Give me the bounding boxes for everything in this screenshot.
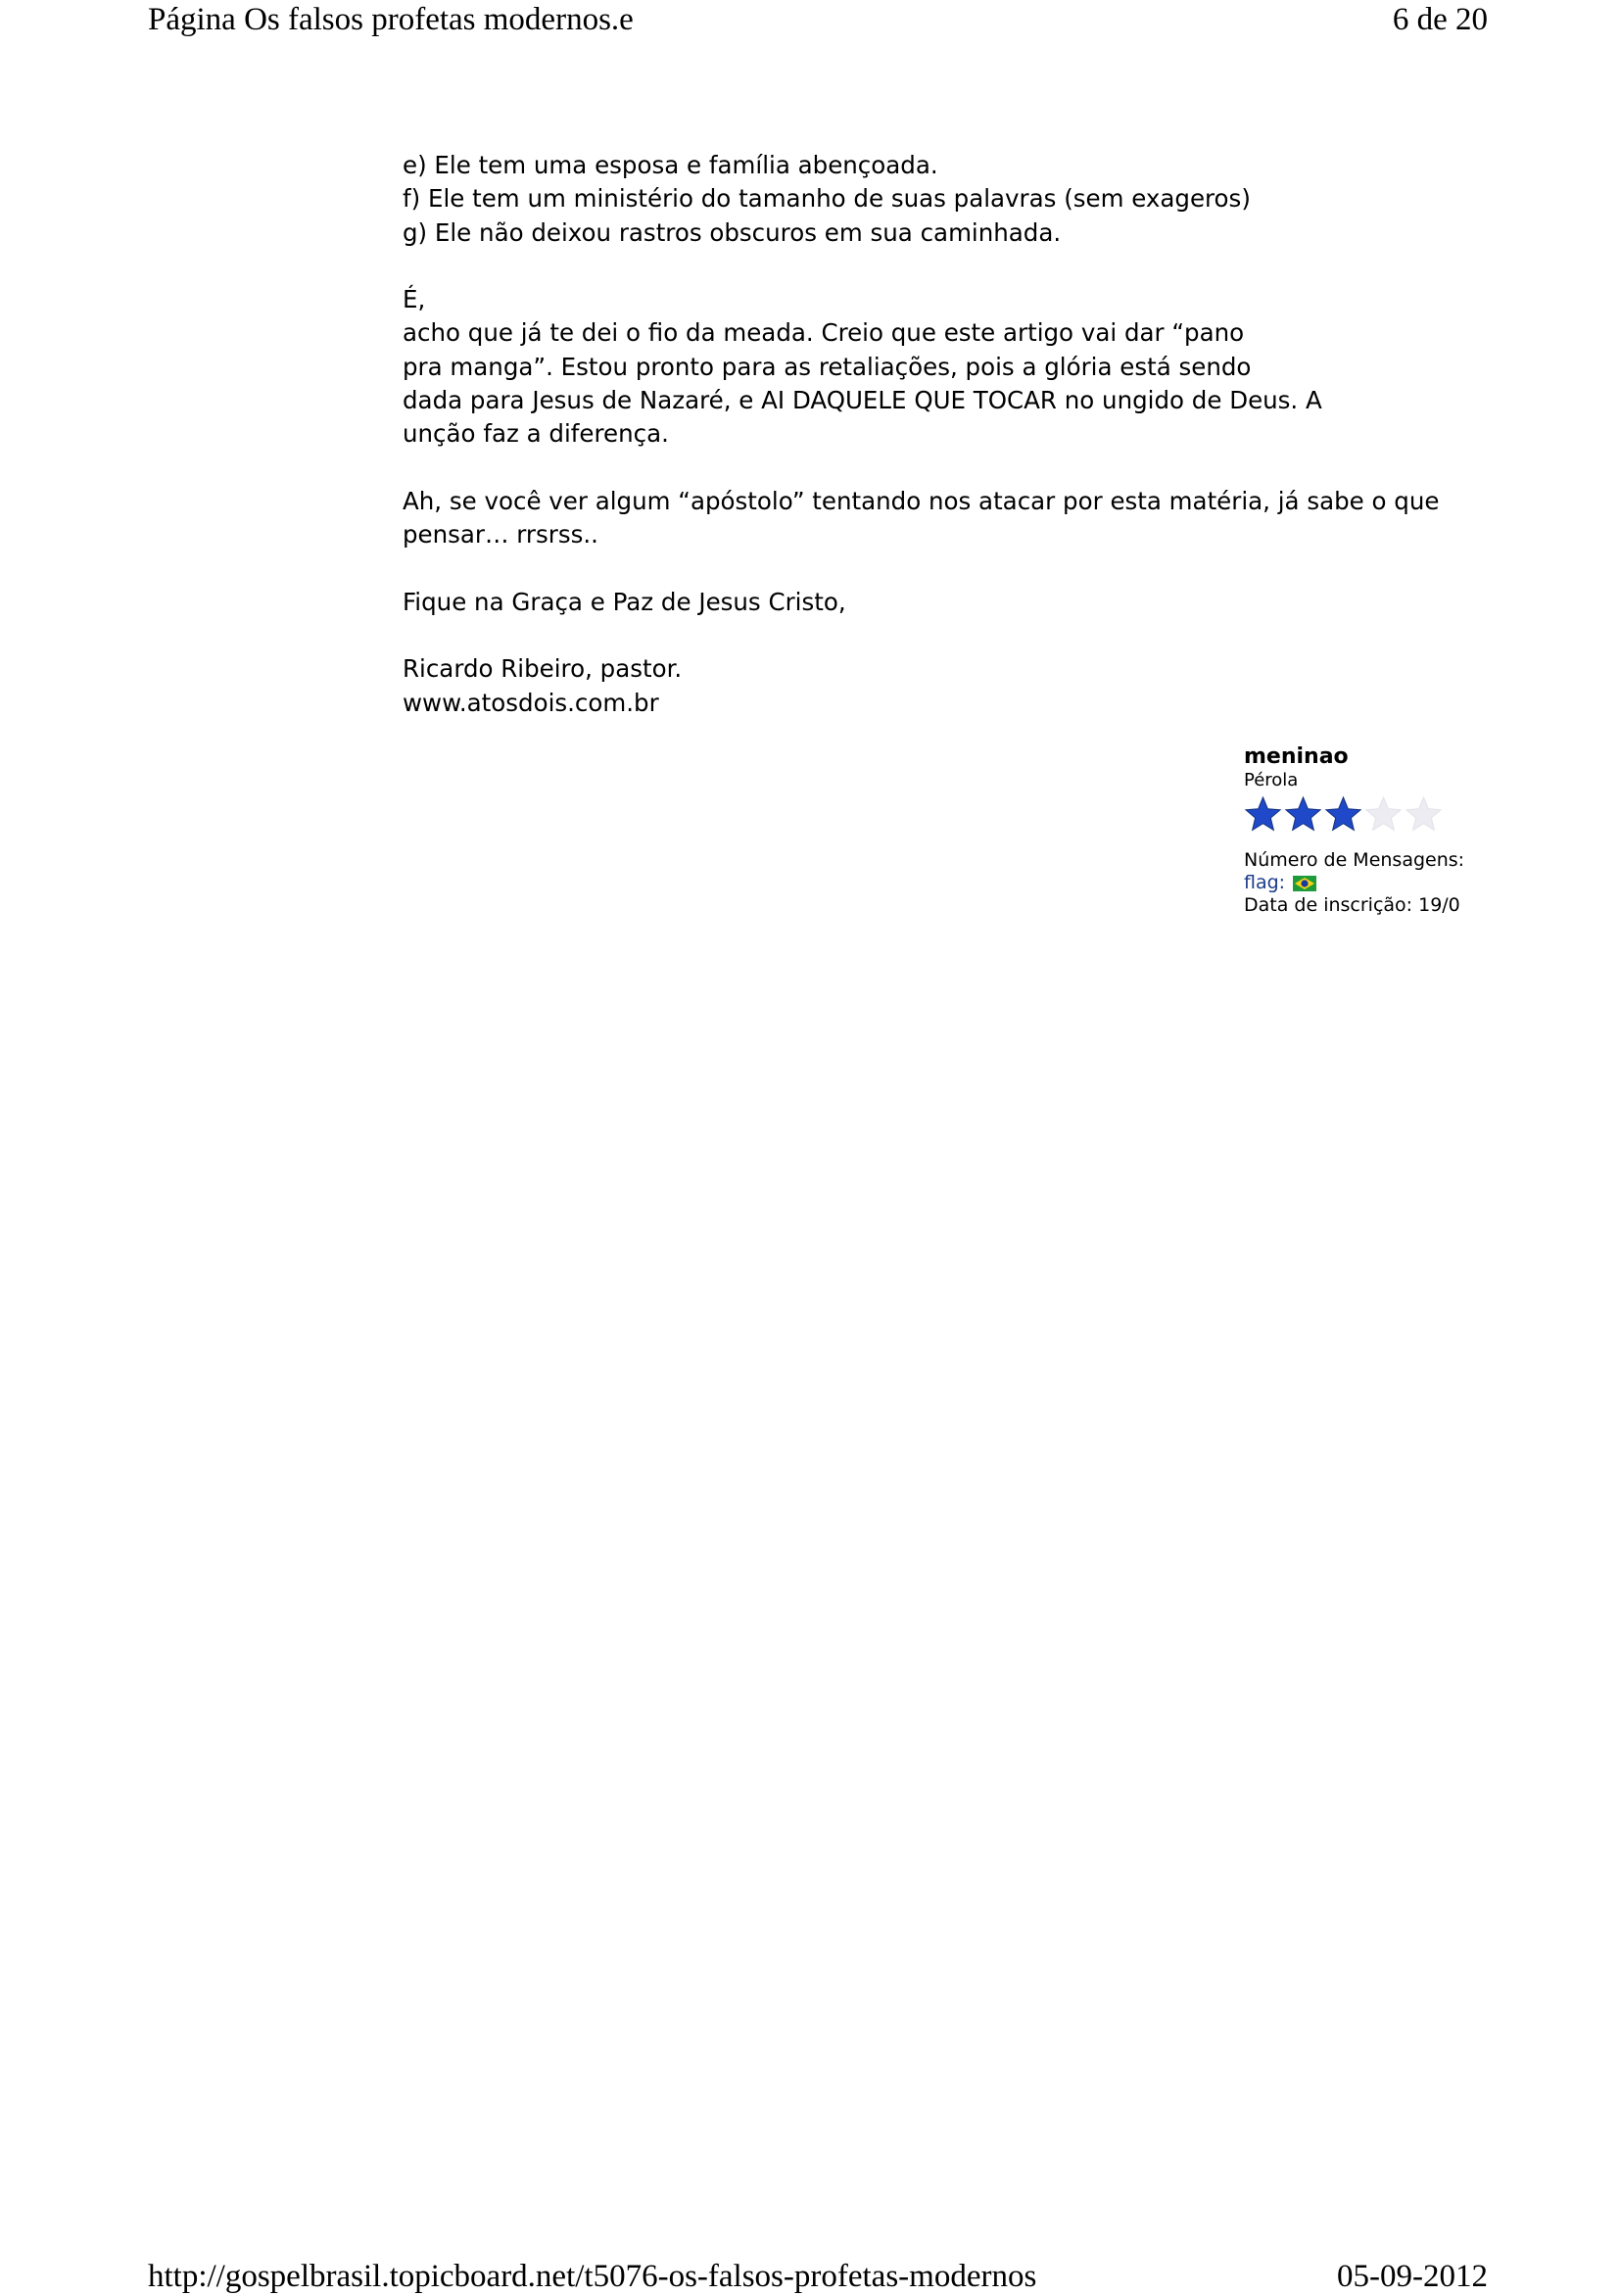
text-line: e) Ele tem uma esposa e família abençoada. [403, 151, 938, 179]
star-empty-icon [1364, 795, 1403, 834]
star-empty-icon [1405, 795, 1443, 834]
text-line: pra manga”. Estou pronto para as retaliações, pois a glória está sendo [403, 352, 1252, 381]
print-footer [148, 2259, 1488, 2294]
text-line: É, [403, 285, 426, 314]
text-line: Fique na Graça e Paz de Jesus Cristo, [403, 587, 846, 616]
flag-row [1244, 872, 1467, 894]
page-url: http://gospelbrasil.topicboard.net/t5076-os-falsos-profetas-modernos [148, 2259, 1037, 2294]
star-filled-icon [1324, 795, 1362, 834]
flag-label: flag: [1244, 872, 1286, 893]
text-line: Ah, se você ver algum “apóstolo” tentando nos atacar por esta matéria, já sabe o que [403, 486, 1440, 515]
paragraph-gap [403, 250, 1460, 283]
text-line: acho que já te dei o fio da meada. Creio que este artigo vai dar “pano [403, 318, 1245, 348]
signature [403, 652, 1460, 720]
rank-stars [1244, 794, 1467, 834]
text-line: pensar… rrsrss.. [403, 520, 598, 550]
user-rank: Pérola [1244, 770, 1299, 790]
text-line: dada para Jesus de Nazaré, e AI DAQUELE QUE TOCAR no ungido de Deus. A [403, 386, 1322, 415]
username[interactable]: meninao [1244, 744, 1349, 769]
star-filled-icon [1244, 795, 1282, 834]
print-header [148, 0, 1488, 43]
paragraph-gap [403, 452, 1460, 485]
text-line: unção faz a diferença. [403, 419, 669, 449]
text-line: g) Ele não deixou rastros obscuros em sua caminhada. [403, 217, 1062, 247]
paragraph-gap [403, 619, 1460, 652]
paragraph [403, 586, 1460, 619]
document-title: Página Os falsos profetas modernos.e [148, 2, 634, 37]
brazil-flag-icon [1293, 876, 1316, 891]
signup-date: Data de inscrição: 19/0 [1244, 894, 1460, 916]
paragraph [403, 149, 1460, 250]
print-date: 05-09-2012 [1337, 2259, 1488, 2294]
user-profile-card [1244, 744, 1467, 917]
page-counter: 6 de 20 [1392, 2, 1488, 37]
paragraph [403, 485, 1460, 552]
message-count-label: Número de Mensagens: [1244, 849, 1465, 871]
post-body [403, 149, 1460, 720]
signature-name: Ricardo Ribeiro, pastor. [403, 654, 683, 684]
paragraph [403, 283, 1460, 451]
signature-website[interactable]: www.atosdois.com.br [403, 688, 659, 717]
star-filled-icon [1284, 795, 1322, 834]
text-line: f) Ele tem um ministério do tamanho de suas palavras (sem exageros) [403, 184, 1251, 214]
paragraph-gap [403, 552, 1460, 586]
